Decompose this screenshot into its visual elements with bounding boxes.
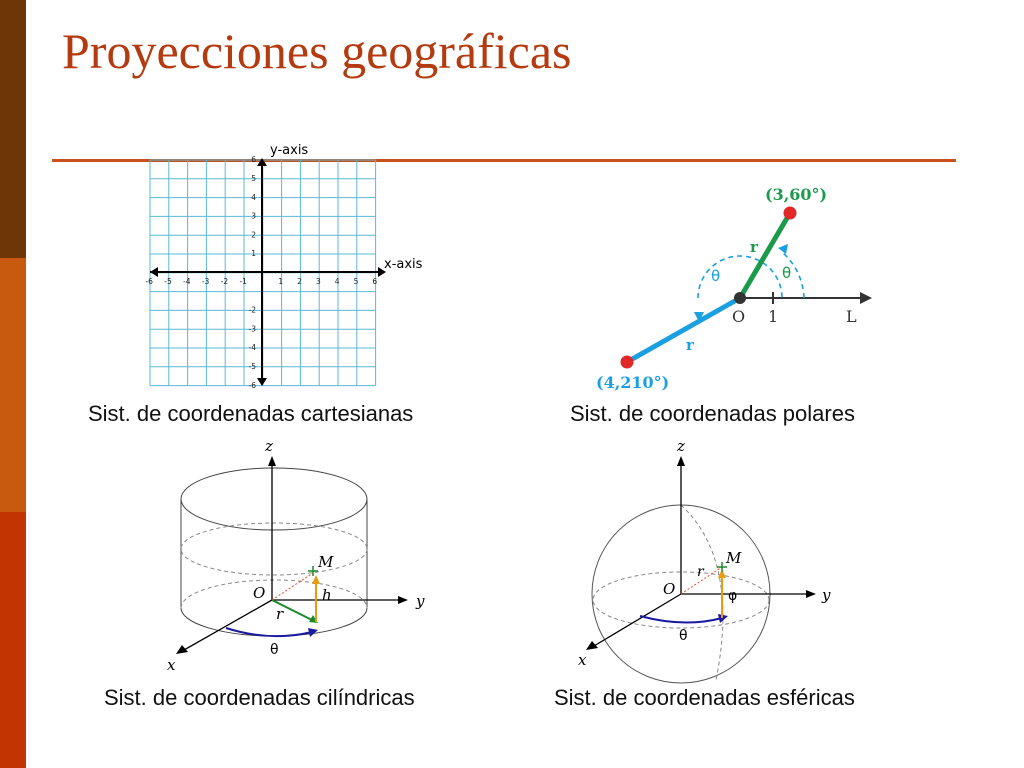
- x-tick-label: -6: [145, 277, 153, 286]
- polar-line-label: L: [846, 307, 857, 326]
- z-label: z: [265, 437, 273, 455]
- x-tick-label: -2: [220, 277, 229, 286]
- z-label: z: [677, 437, 685, 455]
- x-tick-label: -1: [239, 277, 247, 286]
- theta-label-left: θ: [711, 267, 721, 285]
- h-label: h: [322, 586, 332, 604]
- theta-arc: [640, 616, 722, 623]
- x-tick-label: -4: [183, 277, 191, 286]
- x-axis-line: [184, 600, 272, 650]
- r-label: r: [697, 564, 704, 580]
- x-tick-label: 6: [372, 277, 378, 286]
- y-tick-label: 6: [251, 155, 256, 165]
- y-tick-label: 5: [251, 174, 256, 183]
- segment-point-b: [627, 298, 740, 362]
- polar-axis-arrow: [860, 292, 872, 304]
- x-tick-label: 2: [297, 277, 302, 286]
- point-b-dot: [621, 356, 634, 369]
- x-tick-label: 4: [334, 277, 340, 286]
- cylinder-bottom-front: [181, 608, 367, 636]
- cylinder-top: [181, 468, 367, 530]
- r-label: r: [276, 605, 284, 623]
- angle-arc-arrow-right: [778, 244, 788, 254]
- point-b-label: (4,210°): [596, 373, 670, 392]
- point-a-label: (3,60°): [765, 185, 828, 204]
- theta-label-right: θ: [782, 264, 792, 282]
- x-tick-label: -3: [201, 277, 210, 286]
- left-accent-bar-middle: [0, 258, 26, 512]
- spherical-diagram: [560, 436, 840, 676]
- polar-diagram: [580, 176, 900, 396]
- y-axis-arrow-down: [257, 378, 267, 386]
- origin-label: O: [253, 584, 266, 602]
- origin-label: O: [663, 580, 676, 598]
- x-label: x: [167, 656, 176, 674]
- y-tick-label: -3: [248, 324, 256, 334]
- unit-label: 1: [768, 307, 779, 326]
- theta-arc: [226, 628, 312, 636]
- cylindrical-diagram: [150, 436, 430, 676]
- y-label: y: [822, 586, 831, 604]
- x-tick-label: 3: [316, 277, 321, 286]
- caption-cylindrical: Sist. de coordenadas cilíndricas: [104, 685, 415, 710]
- theta-label: θ: [679, 628, 688, 644]
- x-label: x: [578, 651, 587, 669]
- x-axis-arrow-left: [150, 267, 158, 277]
- x-tick-label: 1: [278, 277, 284, 286]
- y-tick-label: 4: [251, 192, 256, 202]
- om-vector: [272, 573, 313, 600]
- x-axis-arrow: [586, 641, 598, 650]
- polar-origin-dot: [734, 292, 746, 304]
- r-label-b: r: [686, 336, 694, 354]
- y-tick-label: -4: [248, 343, 256, 353]
- cylinder-bottom-back: [181, 580, 367, 608]
- point-a-dot: [784, 207, 797, 220]
- z-axis-arrow: [677, 456, 685, 466]
- caption-cartesian: Sist. de coordenadas cartesianas: [88, 401, 414, 426]
- y-axis-arrow: [398, 596, 408, 604]
- left-accent-bar-bottom: [0, 512, 26, 768]
- x-tick-label: -5: [164, 277, 172, 286]
- polar-origin-label: O: [732, 307, 746, 326]
- phi-label: φ: [728, 588, 738, 604]
- x-axis-label: x-axis: [384, 257, 423, 272]
- sphere-meridian: [681, 505, 723, 680]
- y-label: y: [416, 592, 425, 610]
- cylinder-mid-ellipse: [181, 523, 367, 575]
- slide-title: Proyecciones geográficas: [62, 23, 572, 79]
- caption-polar: Sist. de coordenadas polares: [570, 401, 855, 426]
- y-tick-label: -6: [248, 380, 256, 390]
- x-axis-arrow: [176, 645, 188, 654]
- y-tick-label: 2: [251, 230, 256, 240]
- y-axis-label: y-axis: [270, 143, 309, 158]
- caption-spherical: Sist. de coordenadas esféricas: [554, 685, 855, 710]
- r-label-a: r: [750, 238, 758, 256]
- y-tick-label: 3: [251, 211, 256, 221]
- x-axis-line: [594, 594, 681, 646]
- y-tick-label: 1: [251, 249, 256, 259]
- y-axis-arrow-up: [257, 158, 267, 166]
- y-axis-arrow: [806, 590, 816, 598]
- z-axis-arrow: [268, 456, 276, 466]
- h-vector-arrow: [312, 575, 320, 584]
- left-accent-bar-top: [0, 0, 26, 258]
- y-tick-label: -5: [248, 362, 256, 371]
- segment-point-a: [740, 213, 790, 298]
- point-m-label: M: [726, 549, 742, 567]
- theta-label: θ: [270, 642, 279, 658]
- cartesian-diagram: [140, 140, 440, 390]
- point-m-label: M: [318, 553, 334, 571]
- y-tick-label: -2: [248, 305, 256, 315]
- x-tick-label: 5: [353, 277, 359, 286]
